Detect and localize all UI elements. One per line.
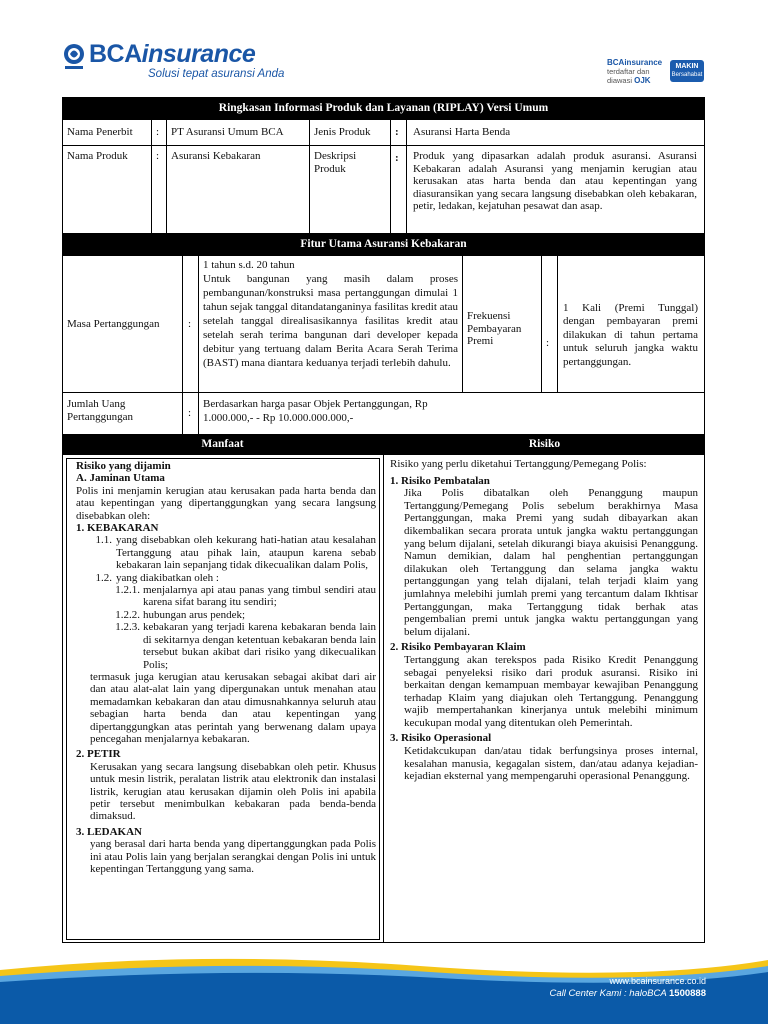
list-item: 1.1. yang disebabkan oleh kekurang hati-hatian atau kesalahan Tertanggung atau pihak lain, ataupun karena sebab kebakaran lain sepanjang tidak dikecualikan dalam Polis, <box>95 534 376 572</box>
brand-tagline: Solusi tepat asuransi Anda <box>148 68 285 80</box>
frekuensi-label: Frekuensi Pembayaran Premi <box>467 310 522 348</box>
document-title: Ringkasan Informasi Produk dan Layanan (RIPLAY) Versi Umum <box>62 97 705 120</box>
website-url[interactable]: www.bcainsurance.co.id <box>609 976 706 986</box>
petir-text: Kerusakan yang secara langsung disebabkan oleh petir. Khusus untuk mesin listrik, peralatan listrik atau elektronik dan instalasi listrik, kerugian atau kerusakan dijamin oleh Polis ini apabila petir tersebut menimbulkan kebakaran pada benda-benda dimaksud. <box>90 760 376 823</box>
risiko-intro: Risiko yang perlu diketahui Tertanggung/Pemegang Polis: <box>390 458 647 470</box>
colon: : <box>188 407 192 419</box>
risiko-operasional-title: 3. Risiko Operasional <box>390 732 492 745</box>
risiko-content <box>390 458 698 783</box>
brand-name: BCAinsurance <box>89 40 256 68</box>
produk-value: Asuransi Kebakaran <box>171 150 261 162</box>
colon: : <box>395 152 399 164</box>
risiko-operasional-text: Ketidakcukupan dan/atau tidak berfungsinya proses internal, kesalahan manusia, kegagalan sistem, dan/atau adanya kejadian-kejadian eksternal yang mempengaruhi operasional Penanggung. <box>404 745 698 783</box>
colon: : <box>156 150 160 162</box>
call-center: Call Center Kami : haloBCA 1500888 <box>549 988 706 999</box>
kebakaran-tail: termasuk juga kerugian atau kerusakan sebagai akibat dari air dan atau alat-alat lain yang dipergunakan untuk menahan atau memadamkan kebakaran dan atau dimusnahkannya seluruh atau sebagian harta benda dan atau kepentingan yang dipertanggungkan atas perintah yang berwenang dalam upaya pencegahan menjalarnya kebakaran. <box>90 670 376 745</box>
fitur-title: Fitur Utama Asuransi Kebakaran <box>62 233 705 256</box>
kebakaran-title: 1. KEBAKARAN <box>76 522 159 535</box>
risiko-pembatalan-text: Jika Polis dibatalkan oleh Penanggung maupun Tertanggung/Pemegang Polis sebelum berakhirnya Masa Pertanggungan, maka Premi yang sudah dibayarkan akan dikembalikan secara prorata untuk jangka waktu pertanggungan yang belum dijalani, setelah dikurangi biaya akuisisi Penanggung. Namun demikian, dalam hal penghentian pertanggungan dilakukan oleh Tertanggung dan selama jangka waktu pertanggungan yang telah dijalani, telah terjadi klaim yang jumlahnya melebihi jumlah premi yang tercantum dalam Ikhtisar Pertanggungan, maka Tertanggung tidak berhak atas pengembalian premi untuk jangka waktu pertanggungan yang belum dijalani. <box>404 487 698 638</box>
ojk-registration-note: BCAinsurance terdaftar dan diawasi OJK <box>607 58 663 85</box>
jumlah-value: Berdasarkan harga pasar Objek Pertanggungan, Rp 1.000.000,- - Rp 10.000.000.000,- <box>203 398 428 424</box>
risiko-pembatalan-title: 1. Risiko Pembatalan <box>390 474 490 487</box>
colon: : <box>395 126 399 138</box>
risiko-klaim-title: 2. Risiko Pembayaran Klaim <box>390 641 526 654</box>
risiko-klaim-text: Tertanggung akan terekspos pada Risiko Kredit Penanggung sebagai penyeleksi risiko dari produk asuransi. Risiko ini berkaitan dengan kemampuan membayar kewajiban Penanggung terhadap Klaim yang diajukan oleh Tertanggung. Penanggung wajib mempertahankan kinerjanya untuk melebihi minimum kecukupan modal yang ditentukan oleh Pemerintah. <box>404 653 698 729</box>
list-item: 1.2. yang diakibatkan oleh : <box>95 571 219 584</box>
jaminan-utama-title: A. Jaminan Utama <box>76 472 165 485</box>
manfaat-content <box>76 460 376 875</box>
jumlah-label: Jumlah Uang Pertanggungan <box>67 398 133 423</box>
bca-emblem-icon <box>62 43 86 71</box>
manfaat-subtitle: Risiko yang dijamin <box>76 460 171 472</box>
colon: : <box>188 318 192 330</box>
list-item: 1.2.1. menjalarnya api atau panas yang timbul sendiri atau karena sifat barang itu sendiri; <box>115 584 376 609</box>
frekuensi-value: 1 Kali (Premi Tunggal) dengan pembayaran premi dilakukan di tahun pertama untuk seluruh jangka waktu pertanggungan. <box>563 302 698 368</box>
colon: : <box>546 337 550 349</box>
masa-label: Masa Pertanggungan <box>67 318 160 330</box>
list-item: 1.2.3. kebakaran yang terjadi karena kebakaran benda lain di sekitarnya dengan ketentuan kebakaran benda lain tersebut bukan akibat dari risiko yang dikecualikan Polis; <box>115 621 376 671</box>
list-item: 1.2.2. hubungan arus pendek; <box>115 608 246 621</box>
ledakan-text: yang berasal dari harta benda yang dipertanggungkan pada Polis ini atau Polis lain yang berjalan serangkai dengan Polis ini untuk kepentingan Tertanggung yang sama. <box>90 838 376 875</box>
masa-range: 1 tahun s.d. 20 tahun <box>203 259 295 271</box>
ledakan-title: 3. LEDAKAN <box>76 825 143 838</box>
colon: : <box>156 126 160 138</box>
petir-title: 2. PETIR <box>76 748 121 761</box>
deskripsi-value: Produk yang dipasarkan adalah produk asuransi. Asuransi Kebakaran adalah Asuransi yang menjamin kerugian atau kerusakan atas harta benda dan atau kepentingan yang diasuransikan yang secara langsung disebabkan oleh kebakaran, petir, ledakan, kejatuhan pesawat dan asap. <box>413 150 697 213</box>
company-logo <box>62 40 302 88</box>
jenis-value: Asuransi Harta Benda <box>413 126 511 138</box>
risiko-header: Risiko <box>384 434 705 455</box>
manfaat-header: Manfaat <box>62 434 383 455</box>
penerbit-value: PT Asuransi Umum BCA <box>171 126 284 138</box>
deskripsi-label: Deskripsi Produk <box>314 150 357 175</box>
penerbit-label: Nama Penerbit <box>67 126 133 138</box>
masa-text: Untuk bangunan yang masih dalam proses pembangunan/konstruksi masa pertanggungan dimulai 1 tahun sejak tanggal ditandatanganinya fasilitas kredit atau setelah tanggal direalisasikannya fasilitas kredit atau setelah serah terima bangunan dari developer kepada debitur yang tertuang dalam Berita Acara Serah Terima (BAST) mana diantara keduanya terjadi terlebih dahulu. <box>203 273 458 369</box>
produk-label: Nama Produk <box>67 150 128 162</box>
makin-bersahabat-badge: MAKIN Bersahabat <box>670 60 704 82</box>
manfaat-intro: Polis ini menjamin kerugian atau kerusakan pada harta benda dan atau kepentingan yang dipertanggungkan yang secara langsung disebabkan oleh: <box>76 484 376 522</box>
jenis-label: Jenis Produk <box>314 126 371 138</box>
